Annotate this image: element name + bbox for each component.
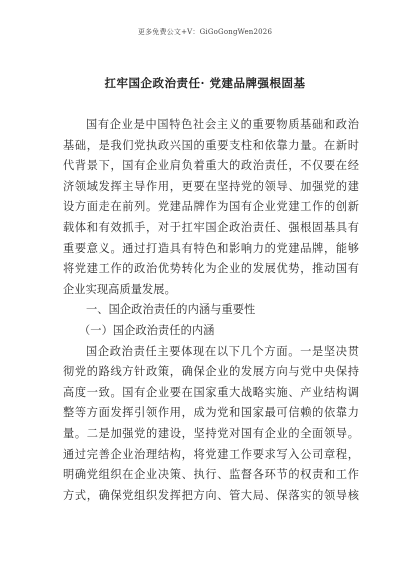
header-note: 更多免费公文+V：GiGoGongWen2026 (137, 28, 273, 36)
text-line: 基础，是我们党执政兴国的重要支柱和依靠力量。在新时 (63, 138, 359, 152)
text-line: 通过完善企业治理结构，将党建工作要求写入公司章程， (63, 447, 359, 461)
text-line: 济领域发挥主导作用，更要在坚持党的领导、加强党的建 (63, 179, 359, 193)
text-line: 代背景下，国有企业肩负着重大的政治责任，不仅要在经 (63, 159, 359, 173)
document-title: 扛牢国企政治责任· 党建品牌强根固基 (104, 76, 306, 90)
text-line: 彻党的路线方针政策，确保企业的发展方向与党中央保持 (63, 365, 359, 379)
text-line: 整等方面发挥引领作用，成为党和国家最可信赖的依靠力 (63, 406, 359, 420)
text-line: 量。二是加强党的建设，坚持党对国有企业的全面领导。 (63, 426, 359, 440)
text-line: 载体和有效抓手，对于扛牢国企政治责任、强根固基具有 (63, 220, 359, 234)
text-line: 国企政治责任主要体现在以下几个方面。一是坚决贯 (86, 344, 359, 358)
text-line: 将党建工作的政治优势转化为企业的发展优势，推动国有 (63, 262, 359, 276)
text-line: 重要意义。通过打造具有特色和影响力的党建品牌，能够 (63, 241, 359, 255)
text-line: 高度一致。国有企业要在国家重大战略实施、产业结构调 (63, 385, 359, 399)
text-line: 设方面走在前列。党建品牌作为国有企业党建工作的创新 (63, 200, 359, 214)
section-heading: 一、国企政治责任的内涵与重要性 (86, 303, 256, 317)
text-line: 明确党组织在企业决策、执行、监督各环节的权责和工作 (63, 468, 359, 482)
document-body (63, 115, 359, 506)
subsection-heading: （一）国企政治责任的内涵 (79, 323, 215, 337)
text-line: 国有企业是中国特色社会主义的重要物质基础和政治 (86, 118, 359, 131)
text-line: 企业实现高质量发展。 (63, 282, 176, 296)
text-line: 方式，确保党组织发挥把方向、管大局、保落实的领导核 (63, 488, 359, 502)
